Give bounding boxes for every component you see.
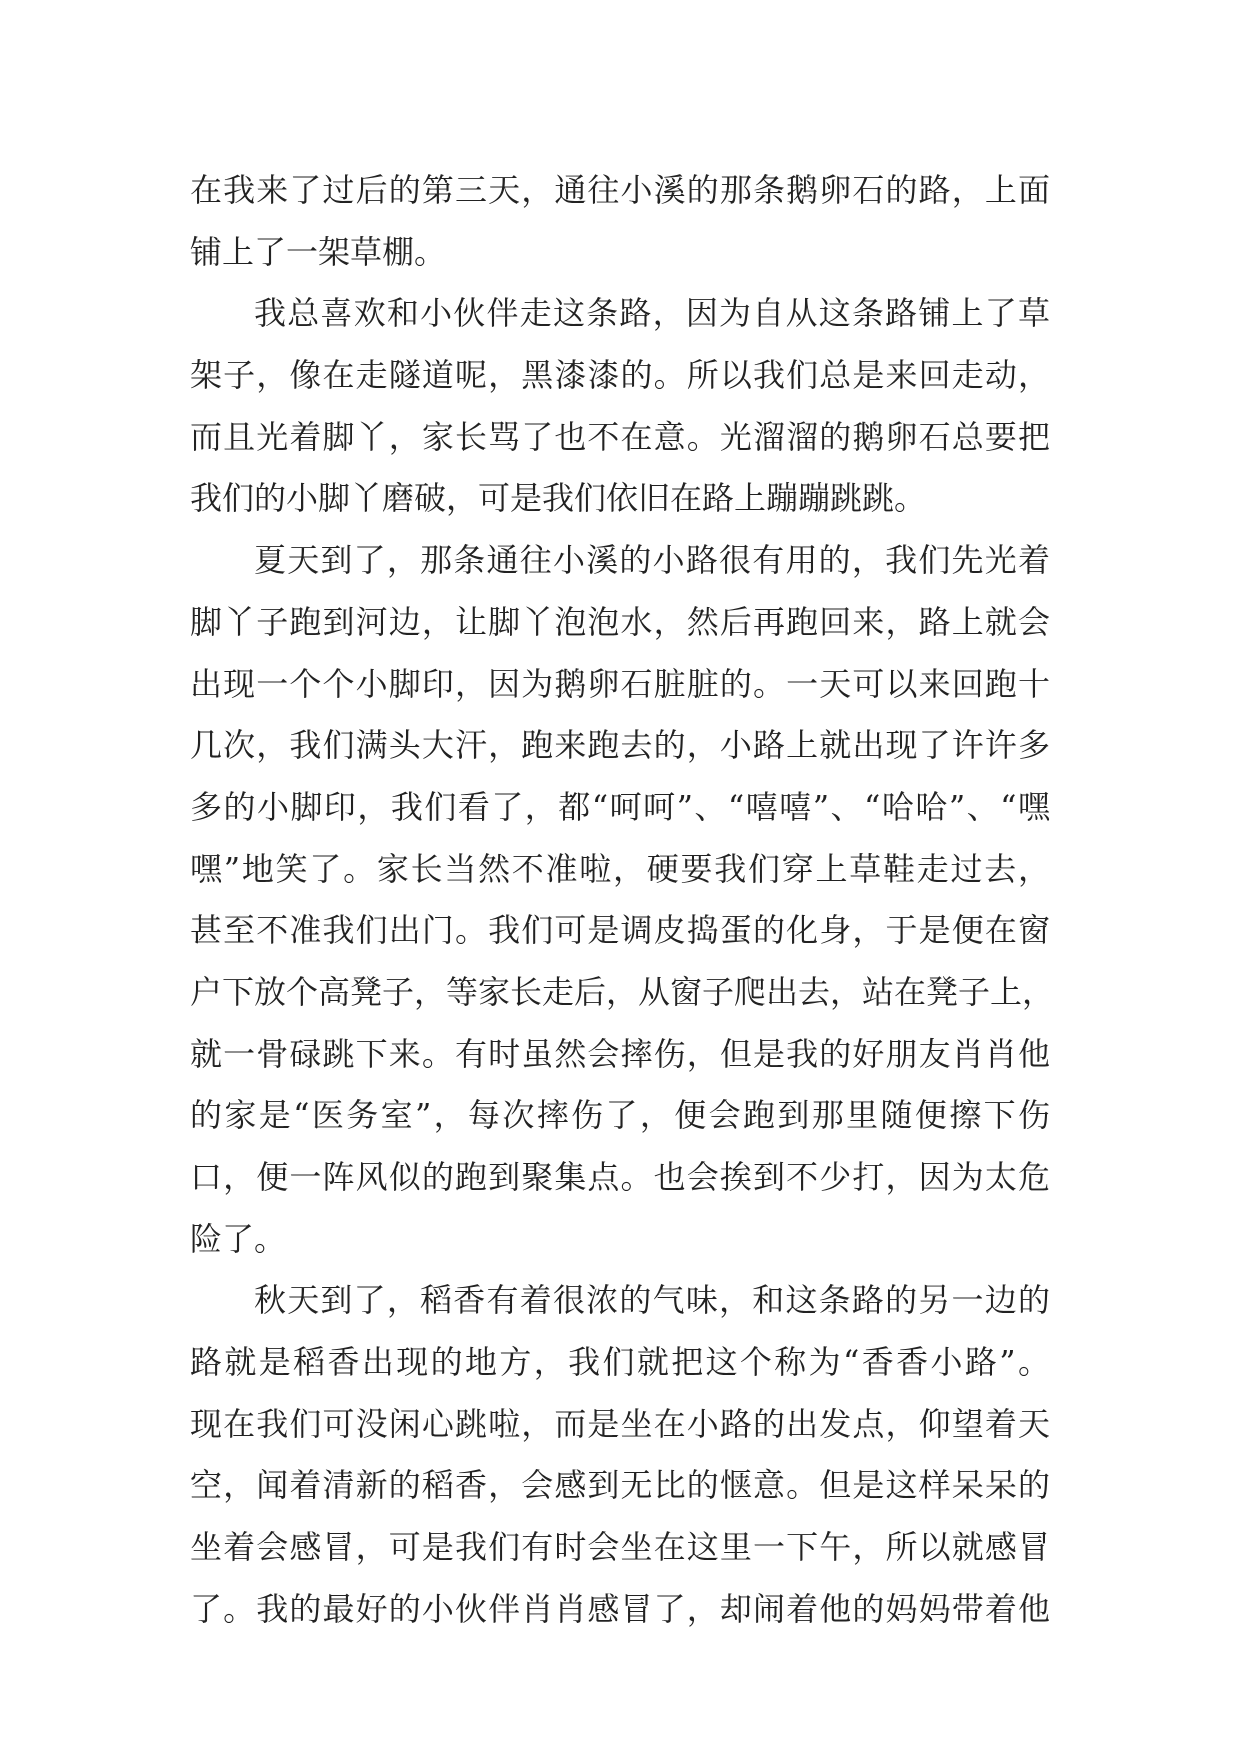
paragraph-first-line: 夏天到了，那条通往小溪的小路很有用的，我们先光着 — [254, 541, 1050, 580]
text-line: 脚丫子跑到河边，让脚丫泡泡水，然后再跑回来，路上就会 — [190, 602, 1050, 641]
body-text — [190, 160, 1055, 1641]
text-line: 空，闻着清新的稻香，会感到无比的惬意。但是这样呆呆的 — [190, 1466, 1050, 1505]
text-line: 现在我们可没闲心跳啦，而是坐在小路的出发点，仰望着天 — [190, 1404, 1050, 1443]
text-line: 甚至不准我们出门。我们可是调皮捣蛋的化身，于是便在窗 — [190, 911, 1050, 950]
text-line: 我们的小脚丫磨破，可是我们依旧在路上蹦蹦跳跳。 — [190, 479, 927, 518]
text-line: 架子，像在走隧道呢，黑漆漆的。所以我们总是来回走动， — [190, 356, 1050, 395]
text-line: 了。我的最好的小伙伴肖肖感冒了，却闹着他的妈妈带着他 — [190, 1589, 1050, 1628]
text-line: 口，便一阵风似的跑到聚集点。也会挨到不少打，因为太危 — [190, 1158, 1050, 1196]
paragraph-first-line: 秋天到了，稻香有着很浓的气味，和这条路的另一边的 — [254, 1281, 1050, 1320]
text-line: 几次，我们满头大汗，跑来跑去的，小路上就出现了许许多 — [190, 726, 1050, 765]
paragraph-first-line: 我总喜欢和小伙伴走这条路，因为自从这条路铺上了草 — [254, 294, 1050, 333]
text-line: 多的小脚印，我们看了，都“呵呵”、“嘻嘻”、“哈哈”、“嘿 — [190, 787, 1050, 826]
text-line: 铺上了一架草棚。 — [190, 232, 447, 271]
text-line: 路就是稻香出现的地方，我们就把这个称为“香香小路”。 — [190, 1343, 1050, 1382]
text-line: 而且光着脚丫，家长骂了也不在意。光溜溜的鹅卵石总要把 — [190, 417, 1050, 456]
text-line: 出现一个个小脚印，因为鹅卵石脏脏的。一天可以来回跑十 — [190, 664, 1050, 703]
text-line: 在我来了过后的第三天，通往小溪的那条鹅卵石的路，上面 — [190, 171, 1050, 209]
text-line: 坐着会感冒，可是我们有时会坐在这里一下午，所以就感冒 — [190, 1528, 1050, 1567]
text-line: 嘿”地笑了。家长当然不准啦，硬要我们穿上草鞋走过去， — [190, 849, 1050, 888]
text-line: 就一骨碌跳下来。有时虽然会摔伤，但是我的好朋友肖肖他 — [190, 1034, 1050, 1073]
text-line: 的家是“医务室”，每次摔伤了，便会跑到那里随便擦下伤 — [190, 1096, 1050, 1135]
text-line: 险了。 — [190, 1219, 287, 1258]
text-line: 户下放个高凳子，等家长走后，从窗子爬出去，站在凳子上， — [190, 972, 1055, 1011]
